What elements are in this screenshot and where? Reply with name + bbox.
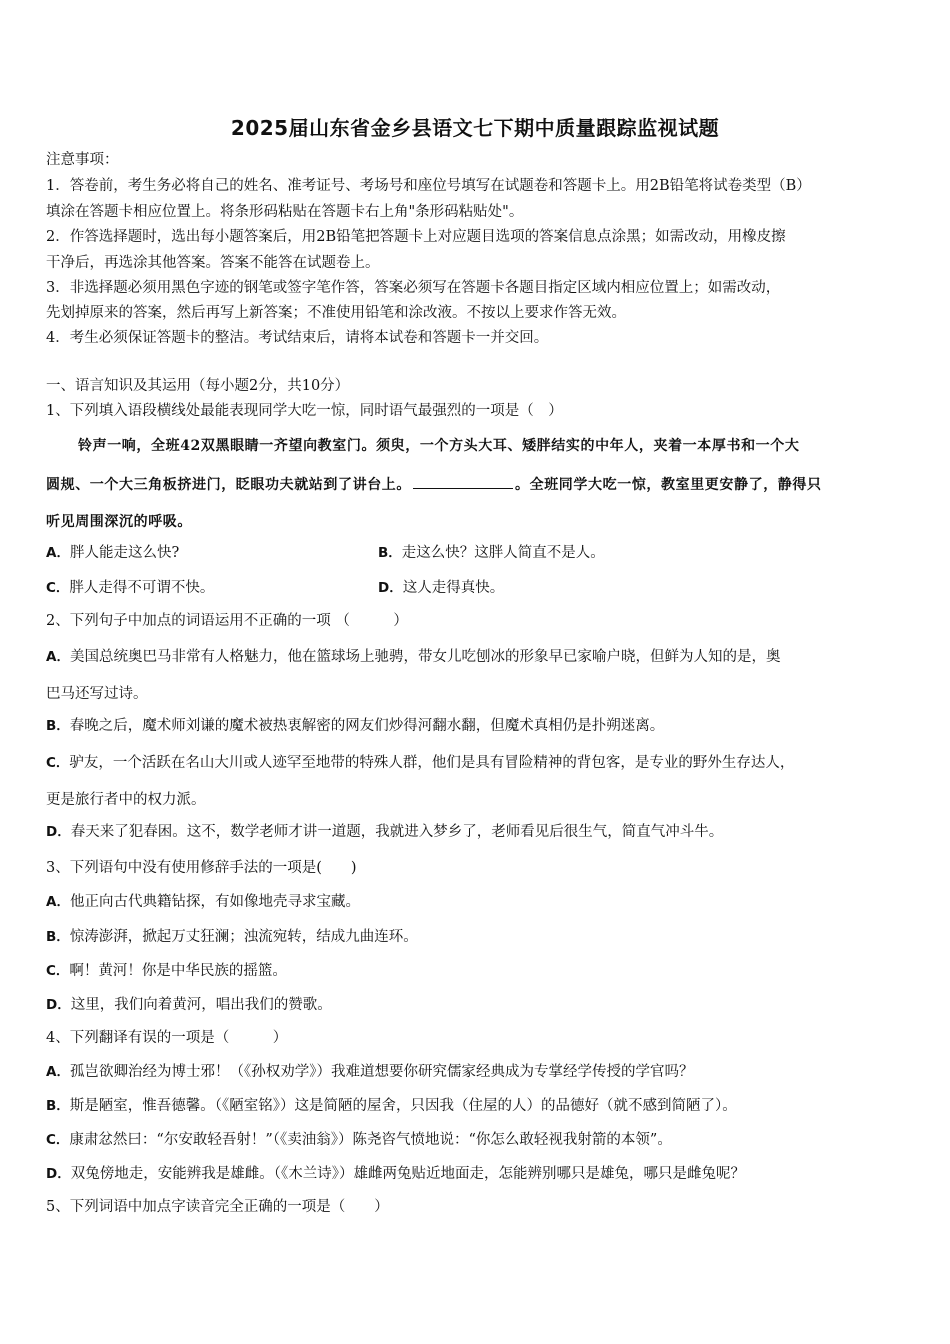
option-continued: 更是旅行者中的权力派。 bbox=[46, 792, 206, 808]
option-letter: B． bbox=[46, 1098, 70, 1114]
notice-heading: 注意事项： bbox=[46, 152, 119, 168]
option-text: 走这么快？这胖人简直不是人。 bbox=[401, 545, 605, 561]
passage-line: 铃声一响，全班42双黑眼睛一齐望向教室门。须臾，一个方头大耳、矮胖结实的中年人，夹着一本厚书和一个大 bbox=[78, 438, 800, 454]
notice-line: 先划掉原来的答案，然后再写上新答案；不准使用铅笔和涂改液。不按以上要求作答无效。 bbox=[46, 305, 626, 321]
option bbox=[46, 1130, 672, 1150]
option-letter: A． bbox=[46, 649, 70, 665]
option-text: 胖人走得不可谓不快。 bbox=[69, 580, 215, 596]
option bbox=[46, 995, 332, 1015]
option-letter: B． bbox=[378, 545, 402, 561]
option bbox=[46, 961, 287, 981]
option-text: 他正向古代典籍钻探，有如像地壳寻求宝藏。 bbox=[69, 894, 360, 910]
option bbox=[46, 1062, 693, 1082]
option bbox=[46, 892, 360, 912]
option bbox=[378, 578, 504, 598]
option bbox=[46, 578, 214, 598]
question-stem: 5、下列词语中加点字读音完全正确的一项是（ ） bbox=[46, 1199, 389, 1215]
option bbox=[46, 927, 418, 947]
option-text: 双兔傍地走，安能辨我是雄雌。（《木兰诗》）雄雌两兔贴近地面走，怎能辨别哪只是雄兔，哪只是雌兔呢？ bbox=[70, 1166, 745, 1182]
notice-line: 1．答卷前，考生务必将自己的姓名、准考证号、考场号和座位号填写在试题卷和答题卡上。用2B铅笔将试卷类型（B） bbox=[46, 178, 811, 194]
passage-line: 听见周围深沉的呼吸。 bbox=[46, 514, 192, 530]
passage-text: 圆规、一个大三角板挤进门，眨眼功夫就站到了讲台上。 bbox=[46, 477, 411, 493]
option bbox=[46, 716, 664, 736]
option-letter: C． bbox=[46, 755, 70, 771]
option-text: 孤岂欲卿治经为博士邪！（《孙权劝学》）我难道想要你研究儒家经典成为专掌经学传授的学官吗？ bbox=[69, 1064, 694, 1080]
notice-line: 填涂在答题卡相应位置上。将条形码粘贴在答题卡右上角"条形码粘贴处"。 bbox=[46, 204, 524, 220]
option-letter: D． bbox=[46, 997, 71, 1013]
notice-line: 干净后，再选涂其他答案。答案不能答在试题卷上。 bbox=[46, 255, 380, 271]
option-text: 美国总统奥巴马非常有人格魅力，他在篮球场上驰骋，带女儿吃刨冰的形象早已家喻户晓，但鲜为人知的是，奥 bbox=[69, 649, 781, 665]
option-text: 啊！黄河！你是中华民族的摇篮。 bbox=[69, 963, 287, 979]
option-text: 惊涛澎湃，掀起万丈狂澜；浊流宛转，结成九曲连环。 bbox=[69, 929, 418, 945]
notice-line: 2．作答选择题时，选出每小题答案后，用2B铅笔把答题卡上对应题目选项的答案信息点涂黑；如需改动，用橡皮擦 bbox=[46, 229, 786, 245]
option-text: 斯是陋室，惟吾德馨。（《陋室铭》）这是简陋的屋舍，只因我（住屋的人）的品德好（就不感到简陋了）。 bbox=[69, 1098, 737, 1114]
option bbox=[46, 1096, 737, 1116]
option bbox=[46, 1164, 745, 1184]
option-letter: C． bbox=[46, 580, 70, 596]
question-stem: 1、下列填入语段横线处最能表现同学大吃一惊，同时语气最强烈的一项是（ ） bbox=[46, 403, 563, 419]
question-stem: 4、下列翻译有误的一项是（ ） bbox=[46, 1030, 288, 1046]
option bbox=[46, 543, 179, 563]
option bbox=[378, 543, 605, 563]
passage-text: 。全班同学大吃一惊，教室里更安静了，静得只 bbox=[515, 477, 822, 493]
question-stem: 3、下列语句中没有使用修辞手法的一项是( ) bbox=[46, 860, 357, 876]
notice-line: 3．非选择题必须用黑色字迹的钢笔或签字笔作答，答案必须写在答题卡各题目指定区域内相应位置上；如需改动， bbox=[46, 280, 781, 296]
question-stem: 2、下列句子中加点的词语运用不正确的一项 （ ） bbox=[46, 613, 408, 629]
option-text: 康肃忿然曰：“尔安敢轻吾射！”（《卖油翁》）陈尧咨气愤地说：“你怎么敢轻视我射箭的本领”。 bbox=[69, 1132, 672, 1148]
option-text: 驴友，一个活跃在名山大川或人迹罕至地带的特殊人群，他们是具有冒险精神的背包客，是专业的野外生存达人， bbox=[69, 755, 795, 771]
passage-line bbox=[46, 474, 822, 495]
section-heading: 一、语言知识及其运用（每小题2分，共10分） bbox=[46, 378, 350, 394]
page-title: 2025届山东省金乡县语文七下期中质量跟踪监视试题 bbox=[230, 116, 720, 140]
option-letter: B． bbox=[46, 718, 70, 734]
option bbox=[46, 822, 723, 842]
option-letter: A． bbox=[46, 545, 70, 561]
option-letter: A． bbox=[46, 1064, 70, 1080]
option-letter: D． bbox=[46, 1166, 71, 1182]
option-continued: 巴马还写过诗。 bbox=[46, 686, 148, 702]
option-text: 春天来了犯春困。这不，数学老师才讲一道题，我就进入梦乡了，老师看见后很生气，简直气冲斗牛。 bbox=[70, 824, 724, 840]
option-letter: D． bbox=[378, 580, 403, 596]
option-letter: A． bbox=[46, 894, 70, 910]
option bbox=[46, 647, 780, 667]
option-text: 胖人能走这么快? bbox=[69, 545, 180, 561]
option-text: 这人走得真快。 bbox=[402, 580, 505, 596]
fill-blank bbox=[413, 474, 513, 489]
notice-line: 4．考生必须保证答题卡的整洁。考试结束后，请将本试卷和答题卡一并交回。 bbox=[46, 330, 549, 346]
option-letter: C． bbox=[46, 963, 70, 979]
option-text: 这里，我们向着黄河，唱出我们的赞歌。 bbox=[70, 997, 332, 1013]
option-letter: B． bbox=[46, 929, 70, 945]
option-letter: D． bbox=[46, 824, 71, 840]
option bbox=[46, 753, 794, 773]
option-letter: C． bbox=[46, 1132, 70, 1148]
option-text: 春晚之后，魔术师刘谦的魔术被热衷解密的网友们炒得河翻水翻，但魔术真相仍是扑朔迷离。 bbox=[69, 718, 665, 734]
